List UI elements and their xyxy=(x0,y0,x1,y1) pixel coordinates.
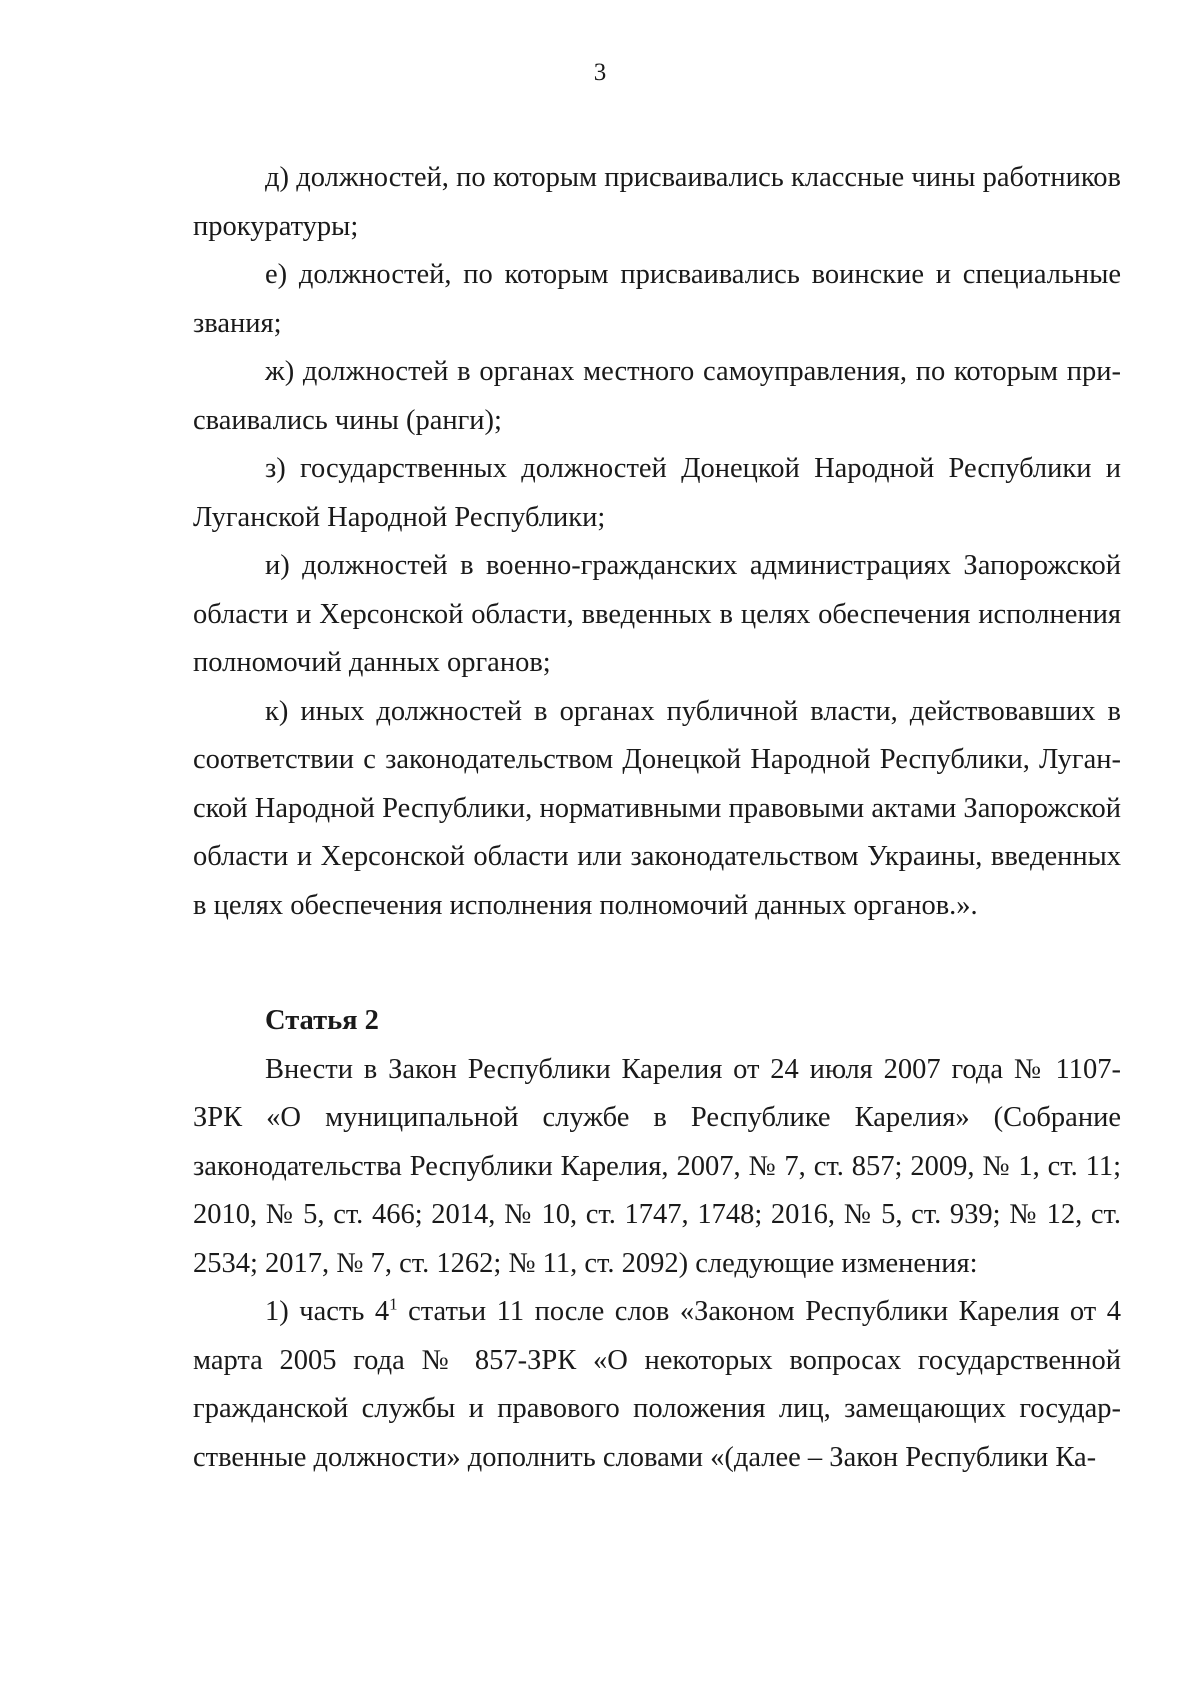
item-1-start: 1) часть 4 xyxy=(265,1296,390,1327)
paragraph-i: и) должностей в военно-гражданских администрациях Запорожской области и Херсонской области, введенных в целях обеспечения исполнения полномочий данных органов; xyxy=(193,550,1121,678)
item-1-superscript: 1 xyxy=(389,1294,398,1314)
paragraph-k: к) иных должностей в органах публичной власти, действовавших в соответствии с законодательством Донецкой Народной Республики, Луганской Народной Республики, нормативными правовыми актами Запорожской области и Херсонской области или законодательством Украины, введенных в целях обеспечения исполнения полномочий данных органов.». xyxy=(193,695,1121,921)
article-intro: Внести в Закон Республики Карелия от 24 июля 2007 года № 1107-ЗРК «О муниципальной службе в Республике Карелия» (Собрание законодательства Республики Карелия, 2007, № 7, ст. 857; 2009, № 1, ст. 11; 2010, № 5, ст. 466; 2014, № 10, ст. 1747, 1748; 2016, № 5, ст. 939; № 12, ст. 2534; 2017, № 7, ст. 1262; № 11, ст. 2092) следующие изменения: xyxy=(193,1053,1121,1279)
paragraph-d: д) должностей, по которым присваивались классные чины работников прокуратуры; xyxy=(193,162,1121,242)
item-1-rest: статьи 11 после слов «Законом Республики Карелия от 4 марта 2005 года № 857-ЗРК «О некоторых вопросах государственной гражданской службы и правового положения лиц, замещающих государственные должности» дополнить словами «(далее – Закон Республики Ка- xyxy=(193,1296,1122,1473)
paragraph-e: е) должностей, по которым присваивались воинские и специальные звания; xyxy=(193,259,1121,339)
article-item-1 xyxy=(193,1288,1121,1482)
page-number: 3 xyxy=(593,59,607,86)
article-heading: Статья 2 xyxy=(265,1005,379,1036)
document-body xyxy=(193,154,1121,1482)
paragraph-z: з) государственных должностей Донецкой Народной Республики и Луганской Народной Республики; xyxy=(193,453,1121,533)
paragraph-zh: ж) должностей в органах местного самоуправления, по которым присваивались чины (ранги); xyxy=(193,356,1121,436)
